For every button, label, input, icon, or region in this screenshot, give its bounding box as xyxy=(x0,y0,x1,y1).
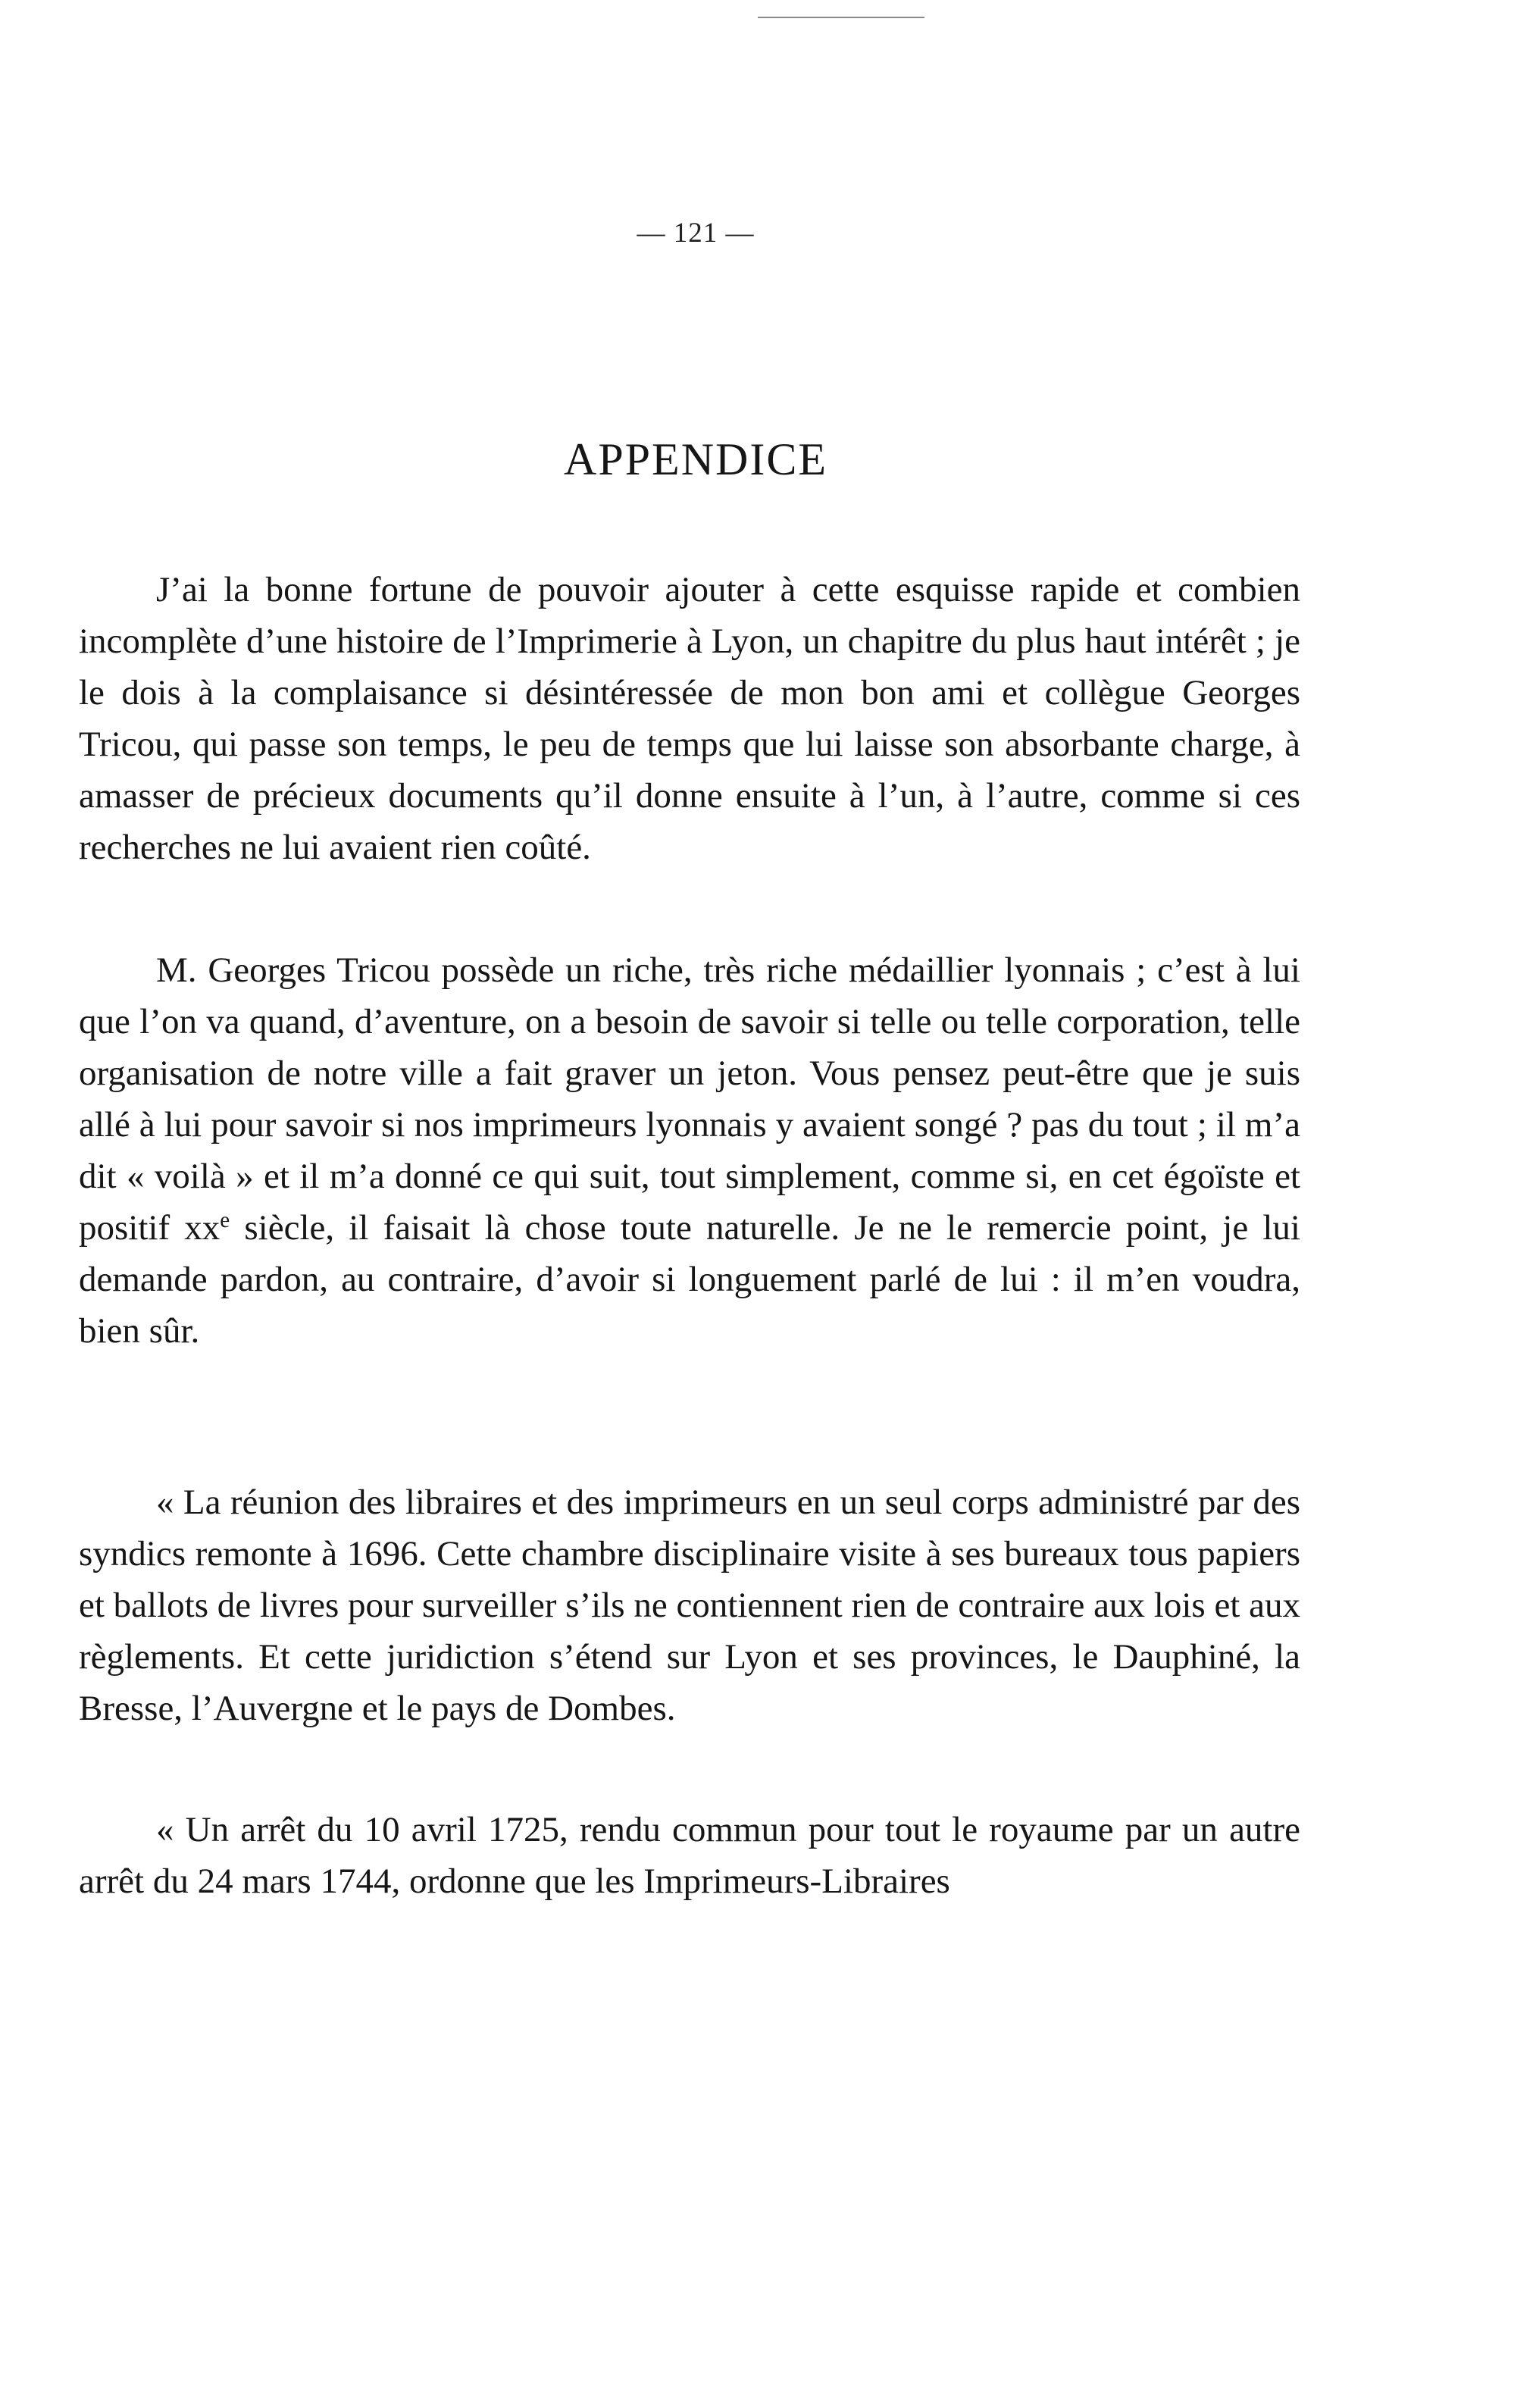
tricou-paragraph xyxy=(79,944,1300,1357)
tricou-text-part2: siècle, il faisait là chose toute naturelle. Je ne le remercie point, je lui demande pardon, au contraire, d’avoir si longuement parlé de lui : il m’en voudra, bien sûr. xyxy=(79,1208,1300,1351)
tricou-paragraph-block xyxy=(79,944,1300,1357)
century-superscript: e xyxy=(220,1207,230,1232)
quote1-paragraph: « La réunion des libraires et des imprimeurs en un seul corps administré par des syndics remonte à 1696. Cette chambre disciplinaire visite à ses bureaux tous papiers et ballots de livres pour surveiller s’ils ne contiennent rien de contraire aux lois et aux règlements. Et cette juridiction s’étend sur Lyon et ses provinces, le Dauphiné, la Bresse, l’Auvergne et le pays de Dombes. xyxy=(79,1483,1300,1728)
page-number: — 121 — xyxy=(637,218,755,249)
quote1-paragraph-block xyxy=(79,1476,1300,1734)
intro-paragraph-block xyxy=(79,564,1300,873)
tricou-text-part1: M. Georges Tricou possède un riche, très riche médaillier lyonnais ; c’est à lui que l’on va quand, d’aventure, on a besoin de savoir si telle ou telle corporation, telle organisation de notre ville a fait graver un jeton. Vous pensez peut-être que je suis allé à lui pour savoir si nos imprimeurs lyonnais y avaient songé ? pas du tout ; il m’a dit « voilà » et il m’a donné ce qui suit, tout simplement, comme si, en cet égoïste et positif xx xyxy=(79,950,1300,1248)
quote2-paragraph-block xyxy=(79,1804,1300,1907)
intro-paragraph: J’ai la bonne fortune de pouvoir ajouter à cette esquisse rapide et combien incomplète d’une histoire de l’Imprimerie à Lyon, un chapitre du plus haut intérêt ; je le dois à la complaisance si désintéressée de mon bon ami et collègue Georges Tricou, qui passe son temps, le peu de temps que lui laisse son absorbante charge, à amasser de précieux documents qu’il donne ensuite à l’un, à l’autre, comme si ces recherches ne lui avaient rien coûté. xyxy=(79,570,1300,867)
page-title: APPENDICE xyxy=(563,434,828,484)
quote2-paragraph: « Un arrêt du 10 avril 1725, rendu commun pour tout le royaume par un autre arrêt du 24 mars 1744, ordonne que les Imprimeurs-Libraires xyxy=(79,1810,1300,1901)
top-rule xyxy=(758,17,924,18)
